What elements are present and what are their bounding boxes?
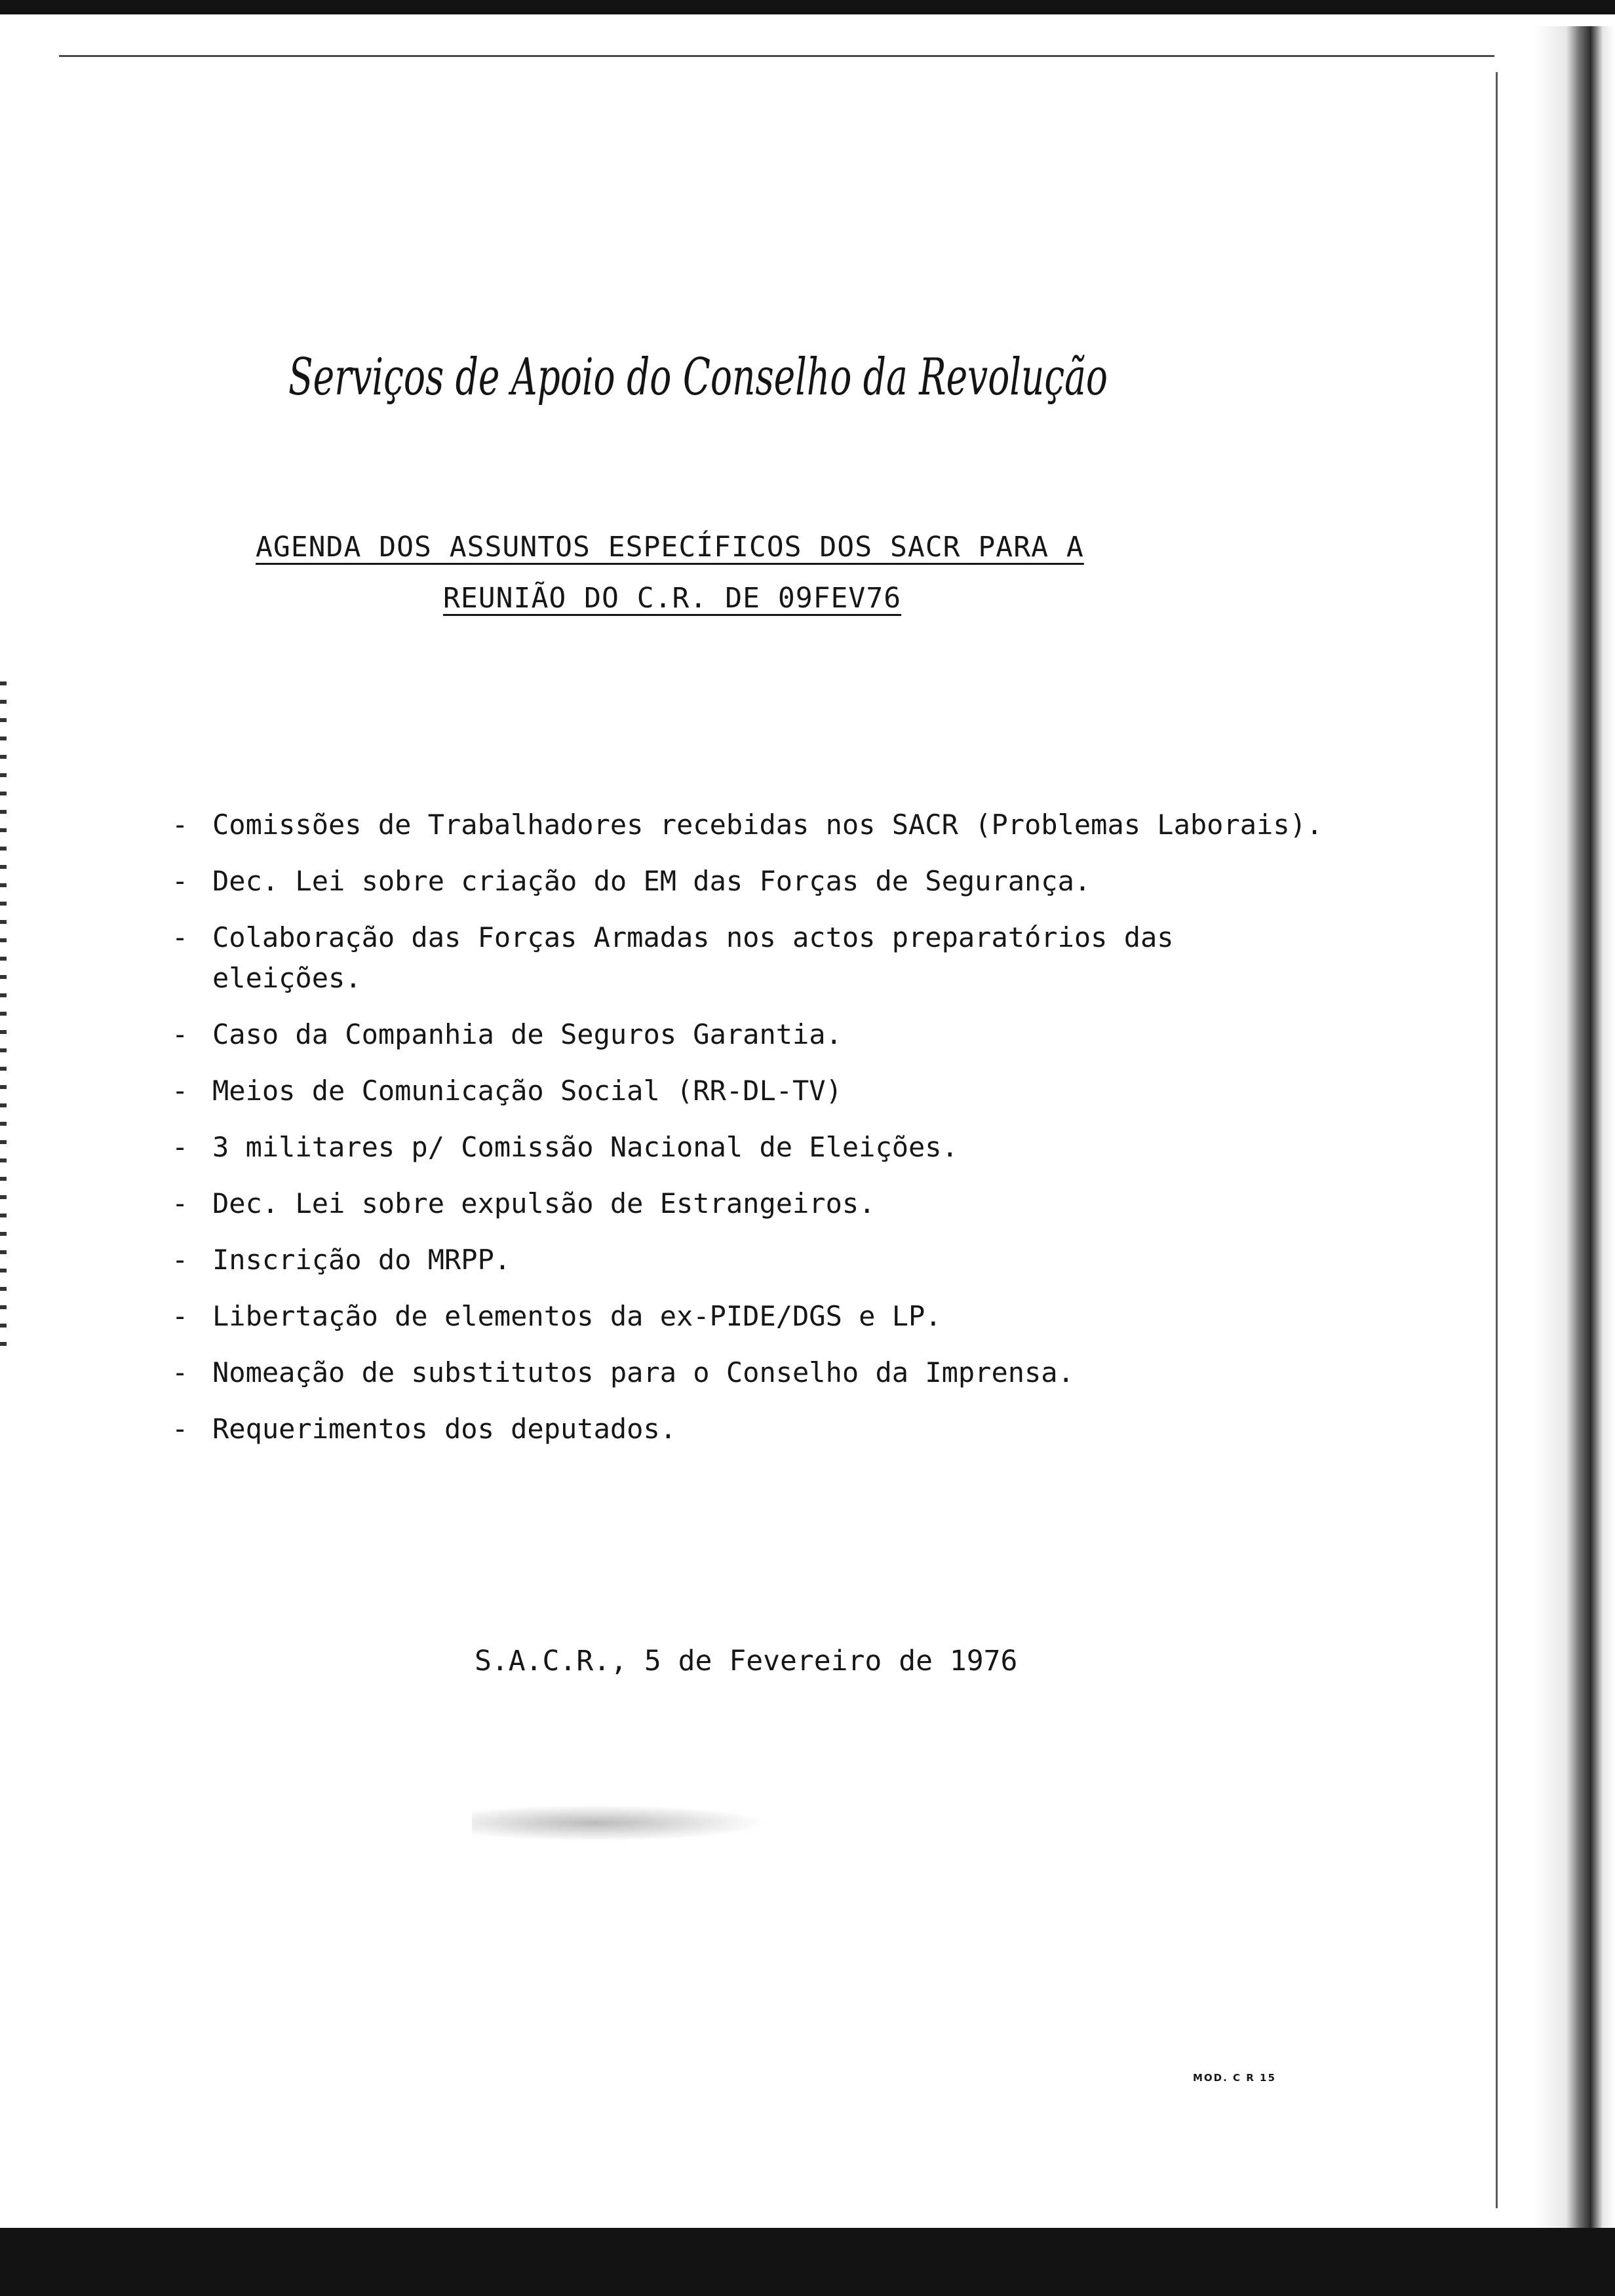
list-item [172,861,1325,902]
list-item-text: 3 militares p/ Comissão Nacional de Eleições. [212,1131,958,1163]
list-item [172,1014,1325,1055]
list-item-text: Colaboração das Forças Armadas nos actos preparatórios das eleições. [212,921,1174,994]
list-item-text: Dec. Lei sobre expulsão de Estrangeiros. [212,1187,876,1219]
list-item-text: Meios de Comunicação Social (RR-DL-TV) [212,1075,842,1107]
list-item [172,917,1325,999]
list-item-text: Inscrição do MRPP. [212,1244,511,1276]
title-line-2: REUNIÃO DO C.R. DE 09FEV76 [443,582,902,615]
list-item-text: Libertação de elementos da ex-PIDE/DGS e LP. [212,1300,942,1332]
list-item [172,1352,1325,1393]
list-item [172,1296,1325,1337]
dash-bullet: - [172,1018,189,1050]
list-item-text: Nomeação de substitutos para o Conselho da Imprensa. [212,1356,1074,1388]
dash-bullet: - [172,865,189,897]
list-item [172,1409,1325,1449]
dash-bullet: - [172,1187,189,1219]
letterhead [288,334,1114,419]
model-code: MOD. C R 15 [1193,2072,1276,2084]
dash-bullet: - [172,809,189,841]
list-item [172,1071,1325,1111]
place-date: S.A.C.R., 5 de Fevereiro de 1976 [475,1645,1018,1677]
list-item-text: Requerimentos dos deputados. [212,1413,677,1445]
scan-right-border [1534,26,1615,2234]
scan-left-edge-marks [0,681,7,1356]
dash-bullet: - [172,1356,189,1388]
scan-bottom-border [0,2228,1615,2296]
letterhead-script [288,334,1114,419]
list-item-text: Caso da Companhia de Seguros Garantia. [212,1018,842,1050]
scan-top-border [0,0,1615,14]
dash-bullet: - [172,921,189,953]
list-item [172,1183,1325,1224]
list-item-text: Comissões de Trabalhadores recebidas nos SACR (Problemas Laborais). [212,809,1323,841]
scan-top-line [59,55,1494,57]
list-item [172,1240,1325,1280]
list-item-text: Dec. Lei sobre criação do EM das Forças de Segurança. [212,865,1091,897]
agenda-title [256,531,1084,615]
letterhead-text: Serviços de Apoio do Conselho da Revolução [288,348,1108,407]
faded-stamp [472,1803,780,1843]
list-item [172,1127,1325,1168]
list-item [172,805,1325,845]
scan-right-line [1496,72,1498,2208]
dash-bullet: - [172,1413,189,1445]
agenda-list [172,805,1325,1465]
dash-bullet: - [172,1244,189,1276]
dash-bullet: - [172,1131,189,1163]
dash-bullet: - [172,1300,189,1332]
title-line-1: AGENDA DOS ASSUNTOS ESPECÍFICOS DOS SACR PARA A [256,531,1084,564]
dash-bullet: - [172,1075,189,1107]
